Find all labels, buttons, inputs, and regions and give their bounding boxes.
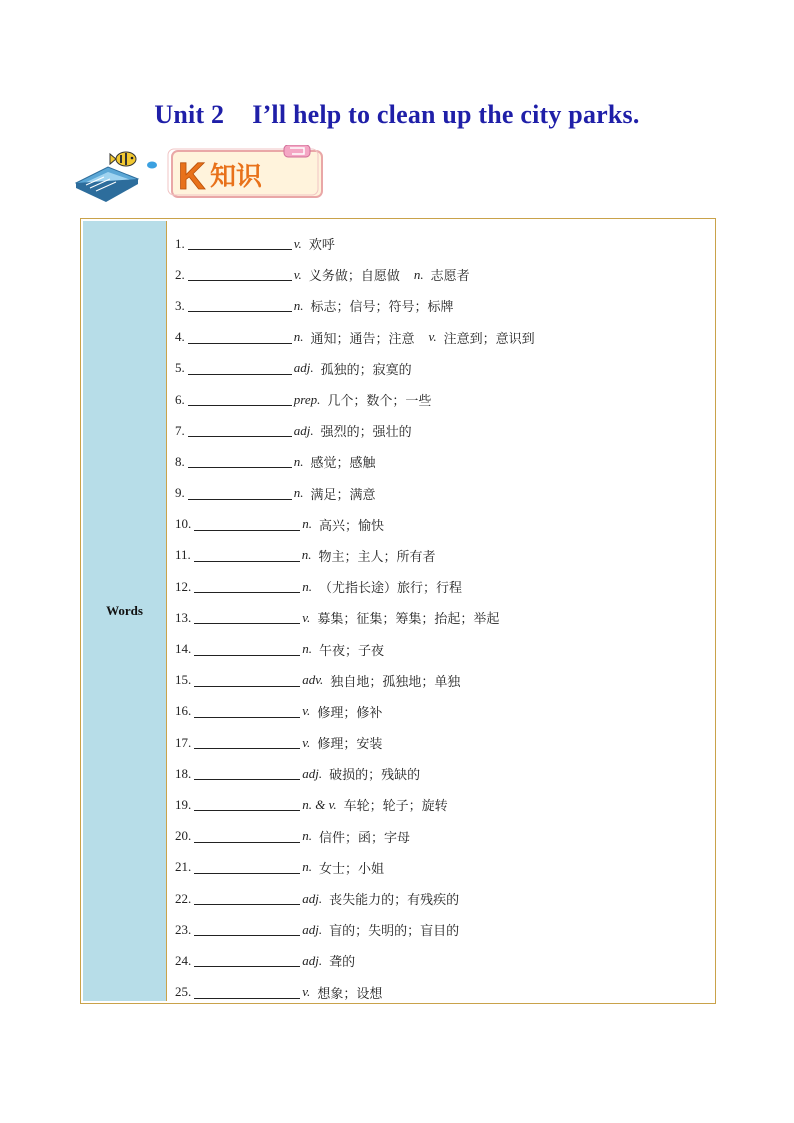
list-item — [175, 758, 715, 789]
part-of-speech: adv. — [302, 672, 324, 688]
section-cell — [83, 221, 167, 1001]
part-of-speech: v. — [293, 266, 302, 282]
list-item — [175, 696, 715, 727]
part-of-speech: adj. — [302, 765, 323, 781]
answer-blank[interactable] — [194, 518, 300, 531]
meaning: 标志；信号；符号；标牌 — [310, 300, 454, 316]
part-of-speech-2: n. — [413, 266, 424, 282]
meaning: 车轮；轮子；旋转 — [343, 799, 448, 815]
meaning: 修理；安装 — [317, 737, 383, 753]
meaning: 通知；通告；注意 — [310, 331, 415, 347]
answer-blank[interactable] — [194, 736, 300, 749]
meaning: 强烈的；强壮的 — [320, 425, 412, 441]
part-of-speech: adj. — [293, 422, 314, 438]
item-number: 1. — [175, 235, 185, 251]
banner-letter: K — [178, 156, 206, 198]
item-number: 23. — [175, 921, 192, 937]
item-number: 11. — [175, 547, 191, 563]
list-item — [175, 883, 715, 914]
paperclip-icon — [284, 145, 310, 157]
part-of-speech: n. — [302, 516, 312, 532]
answer-blank[interactable] — [188, 393, 292, 406]
meaning: 几个；数个；一些 — [327, 394, 432, 410]
answer-blank[interactable] — [188, 362, 292, 375]
list-item — [175, 478, 715, 509]
list-item — [175, 415, 715, 446]
part-of-speech: n. — [293, 329, 304, 345]
answer-blank[interactable] — [194, 705, 300, 718]
meaning: 盲的；失明的；盲目的 — [329, 924, 460, 940]
part-of-speech: v. — [302, 984, 311, 1000]
item-number: 24. — [175, 952, 192, 968]
meaning: 女士；小姐 — [319, 861, 385, 877]
answer-blank[interactable] — [188, 299, 292, 312]
list-item — [175, 633, 715, 664]
list-item — [175, 852, 715, 883]
answer-blank[interactable] — [188, 455, 292, 468]
section-label: Words — [106, 603, 143, 618]
answer-blank[interactable] — [188, 487, 292, 500]
meaning: 破损的；残缺的 — [329, 768, 421, 784]
item-number: 13. — [175, 609, 192, 625]
part-of-speech: adj. — [302, 921, 323, 937]
meaning: 高兴；愉快 — [319, 518, 385, 534]
list-item — [175, 821, 715, 852]
meaning: 丧失能力的；有残疾的 — [329, 893, 460, 909]
answer-blank[interactable] — [194, 986, 300, 999]
part-of-speech: n. — [293, 485, 304, 501]
answer-blank[interactable] — [188, 424, 292, 437]
list-item — [175, 509, 715, 540]
item-number: 16. — [175, 703, 192, 719]
item-number: 17. — [175, 734, 192, 750]
part-of-speech: n. — [302, 828, 312, 844]
part-of-speech: adj. — [302, 952, 323, 968]
meaning: （尤指长途）旅行；行程 — [319, 581, 463, 597]
part-of-speech: v. — [302, 703, 311, 719]
part-of-speech: v. — [293, 235, 302, 251]
item-number: 25. — [175, 984, 192, 1000]
meaning: 聋的 — [329, 955, 356, 971]
answer-blank[interactable] — [194, 954, 300, 967]
list-item — [175, 259, 715, 290]
vocabulary-table — [80, 218, 716, 1004]
part-of-speech: n. — [302, 641, 312, 657]
list-item — [175, 945, 715, 976]
page-title — [0, 100, 794, 130]
meaning: 孤独的；寂寞的 — [320, 362, 412, 378]
part-of-speech: n. — [301, 547, 312, 563]
item-number: 2. — [175, 266, 185, 282]
answer-blank[interactable] — [194, 892, 300, 905]
meaning: 义务做；自愿做 — [308, 269, 400, 285]
answer-blank[interactable] — [194, 643, 300, 656]
list-item — [175, 602, 715, 633]
part-of-speech-2: v. — [428, 329, 437, 345]
item-number: 15. — [175, 672, 192, 688]
meaning: 午夜；子夜 — [319, 643, 385, 659]
part-of-speech: n. — [302, 859, 312, 875]
answer-blank[interactable] — [194, 861, 300, 874]
meaning: 修理；修补 — [317, 705, 383, 721]
answer-blank[interactable] — [194, 767, 300, 780]
list-item — [175, 353, 715, 384]
item-number: 19. — [175, 796, 192, 812]
meaning: 想象；设想 — [317, 986, 383, 1002]
item-number: 5. — [175, 360, 185, 376]
list-item — [175, 665, 715, 696]
list-item — [175, 384, 715, 415]
fish-icon — [110, 152, 157, 169]
part-of-speech: prep. — [293, 391, 321, 407]
item-number: 7. — [175, 422, 185, 438]
meaning: 物主；主人；所有者 — [318, 549, 436, 565]
unit-title: I’ll help to clean up the city parks. — [252, 100, 640, 129]
item-number: 21. — [175, 859, 192, 875]
unit-label: Unit 2 — [154, 100, 225, 129]
item-number: 4. — [175, 329, 185, 345]
item-number: 6. — [175, 391, 185, 407]
part-of-speech: adj. — [302, 890, 323, 906]
item-number: 20. — [175, 828, 192, 844]
list-item — [175, 789, 715, 820]
item-number: 10. — [175, 516, 192, 532]
list-item — [175, 322, 715, 353]
item-number: 8. — [175, 453, 185, 469]
meaning-2: 志愿者 — [430, 269, 470, 285]
list-item — [175, 571, 715, 602]
answer-blank[interactable] — [194, 580, 300, 593]
list-item — [175, 977, 715, 1008]
meaning: 募集；征集；筹集；抬起；举起 — [317, 612, 500, 628]
part-of-speech: n. — [293, 453, 304, 469]
knowledge-banner — [72, 145, 342, 203]
answer-blank[interactable] — [194, 674, 300, 687]
item-number: 12. — [175, 578, 192, 594]
answer-blank[interactable] — [188, 237, 292, 250]
open-book-icon — [76, 167, 138, 202]
answer-blank[interactable] — [188, 268, 292, 281]
answer-blank[interactable] — [194, 923, 300, 936]
answer-blank[interactable] — [194, 830, 300, 843]
meaning: 欢呼 — [308, 238, 335, 254]
answer-blank[interactable] — [194, 611, 300, 624]
part-of-speech: n. — [302, 578, 312, 594]
item-number: 22. — [175, 890, 192, 906]
part-of-speech: n. — [293, 297, 304, 313]
word-list — [167, 219, 715, 1003]
part-of-speech: v. — [302, 609, 311, 625]
answer-blank[interactable] — [194, 798, 300, 811]
meaning: 满足；满意 — [310, 487, 376, 503]
meaning: 独自地；孤独地；单独 — [330, 674, 461, 690]
item-number: 18. — [175, 765, 192, 781]
answer-blank[interactable] — [194, 549, 300, 562]
part-of-speech: v. — [302, 734, 311, 750]
part-of-speech: n. & v. — [302, 796, 337, 812]
item-number: 3. — [175, 297, 185, 313]
list-item — [175, 540, 715, 571]
list-item — [175, 228, 715, 259]
banner-label: 知识 — [210, 162, 263, 192]
item-number: 14. — [175, 641, 192, 657]
part-of-speech: adj. — [293, 360, 314, 376]
list-item — [175, 914, 715, 945]
item-number: 9. — [175, 485, 185, 501]
list-item — [175, 290, 715, 321]
meaning: 信件；函；字母 — [319, 830, 411, 846]
list-item — [175, 727, 715, 758]
meaning: 感觉；感触 — [310, 456, 376, 472]
list-item — [175, 446, 715, 477]
answer-blank[interactable] — [188, 331, 292, 344]
meaning-2: 注意到；意识到 — [443, 331, 535, 347]
